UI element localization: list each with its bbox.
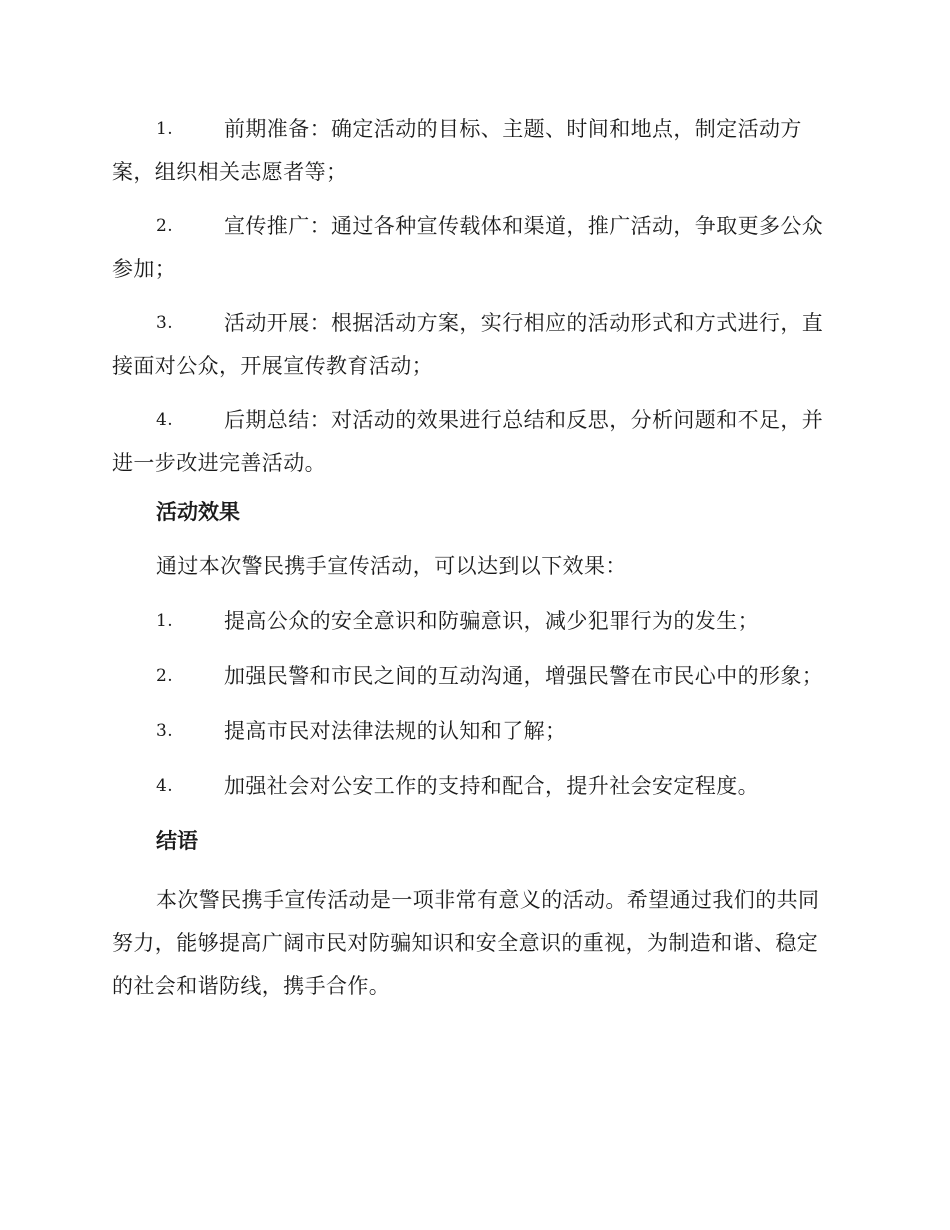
list-item	[112, 660, 834, 692]
list-text: 加强社会对公安工作的支持和配合，提升社会安定程度。	[224, 774, 759, 798]
list-number: 2.	[156, 216, 174, 236]
section-heading-effects: 活动效果	[156, 500, 240, 524]
list-number: 2.	[156, 666, 174, 686]
list-text: 加强民警和市民之间的互动沟通，增强民警在市民心中的形象；	[224, 664, 824, 688]
list-number: 3.	[156, 721, 174, 741]
effects-intro: 通过本次警民携手宣传活动，可以达到以下效果：	[156, 554, 627, 578]
list-text: 提高市民对法律法规的认知和了解；	[224, 719, 567, 743]
list-number: 4.	[156, 776, 174, 796]
list-text: 提高公众的安全意识和防骗意识，减少犯罪行为的发生；	[224, 609, 759, 633]
list-item	[112, 205, 834, 291]
list-number: 3.	[156, 313, 174, 333]
list-text: 宣传推广：通过各种宣传载体和渠道，推广活动，争取更多公众参加；	[112, 214, 824, 281]
list-number: 1.	[156, 119, 174, 139]
list-number: 4.	[156, 410, 174, 430]
list-text: 前期准备：确定活动的目标、主题、时间和地点，制定活动方案，组织相关志愿者等；	[112, 117, 802, 184]
conclusion-paragraph: 本次警民携手宣传活动是一项非常有意义的活动。希望通过我们的共同努力，能够提高广阔市民对防骗知识和安全意识的重视，为制造和谐、稳定的社会和谐防线，携手合作。	[112, 888, 820, 998]
list-item	[112, 108, 834, 194]
list-item	[112, 605, 834, 637]
list-text: 后期总结：对活动的效果进行总结和反思，分析问题和不足，并进一步改进完善活动。	[112, 408, 824, 475]
document-page	[112, 108, 834, 1020]
list-item	[112, 302, 834, 388]
list-item	[112, 399, 834, 485]
list-text: 活动开展：根据活动方案，实行相应的活动形式和方式进行，直接面对公众，开展宣传教育活动；	[112, 311, 824, 378]
list-item	[112, 770, 834, 802]
list-number: 1.	[156, 611, 174, 631]
section-heading-conclusion: 结语	[156, 829, 198, 853]
list-item	[112, 715, 834, 747]
